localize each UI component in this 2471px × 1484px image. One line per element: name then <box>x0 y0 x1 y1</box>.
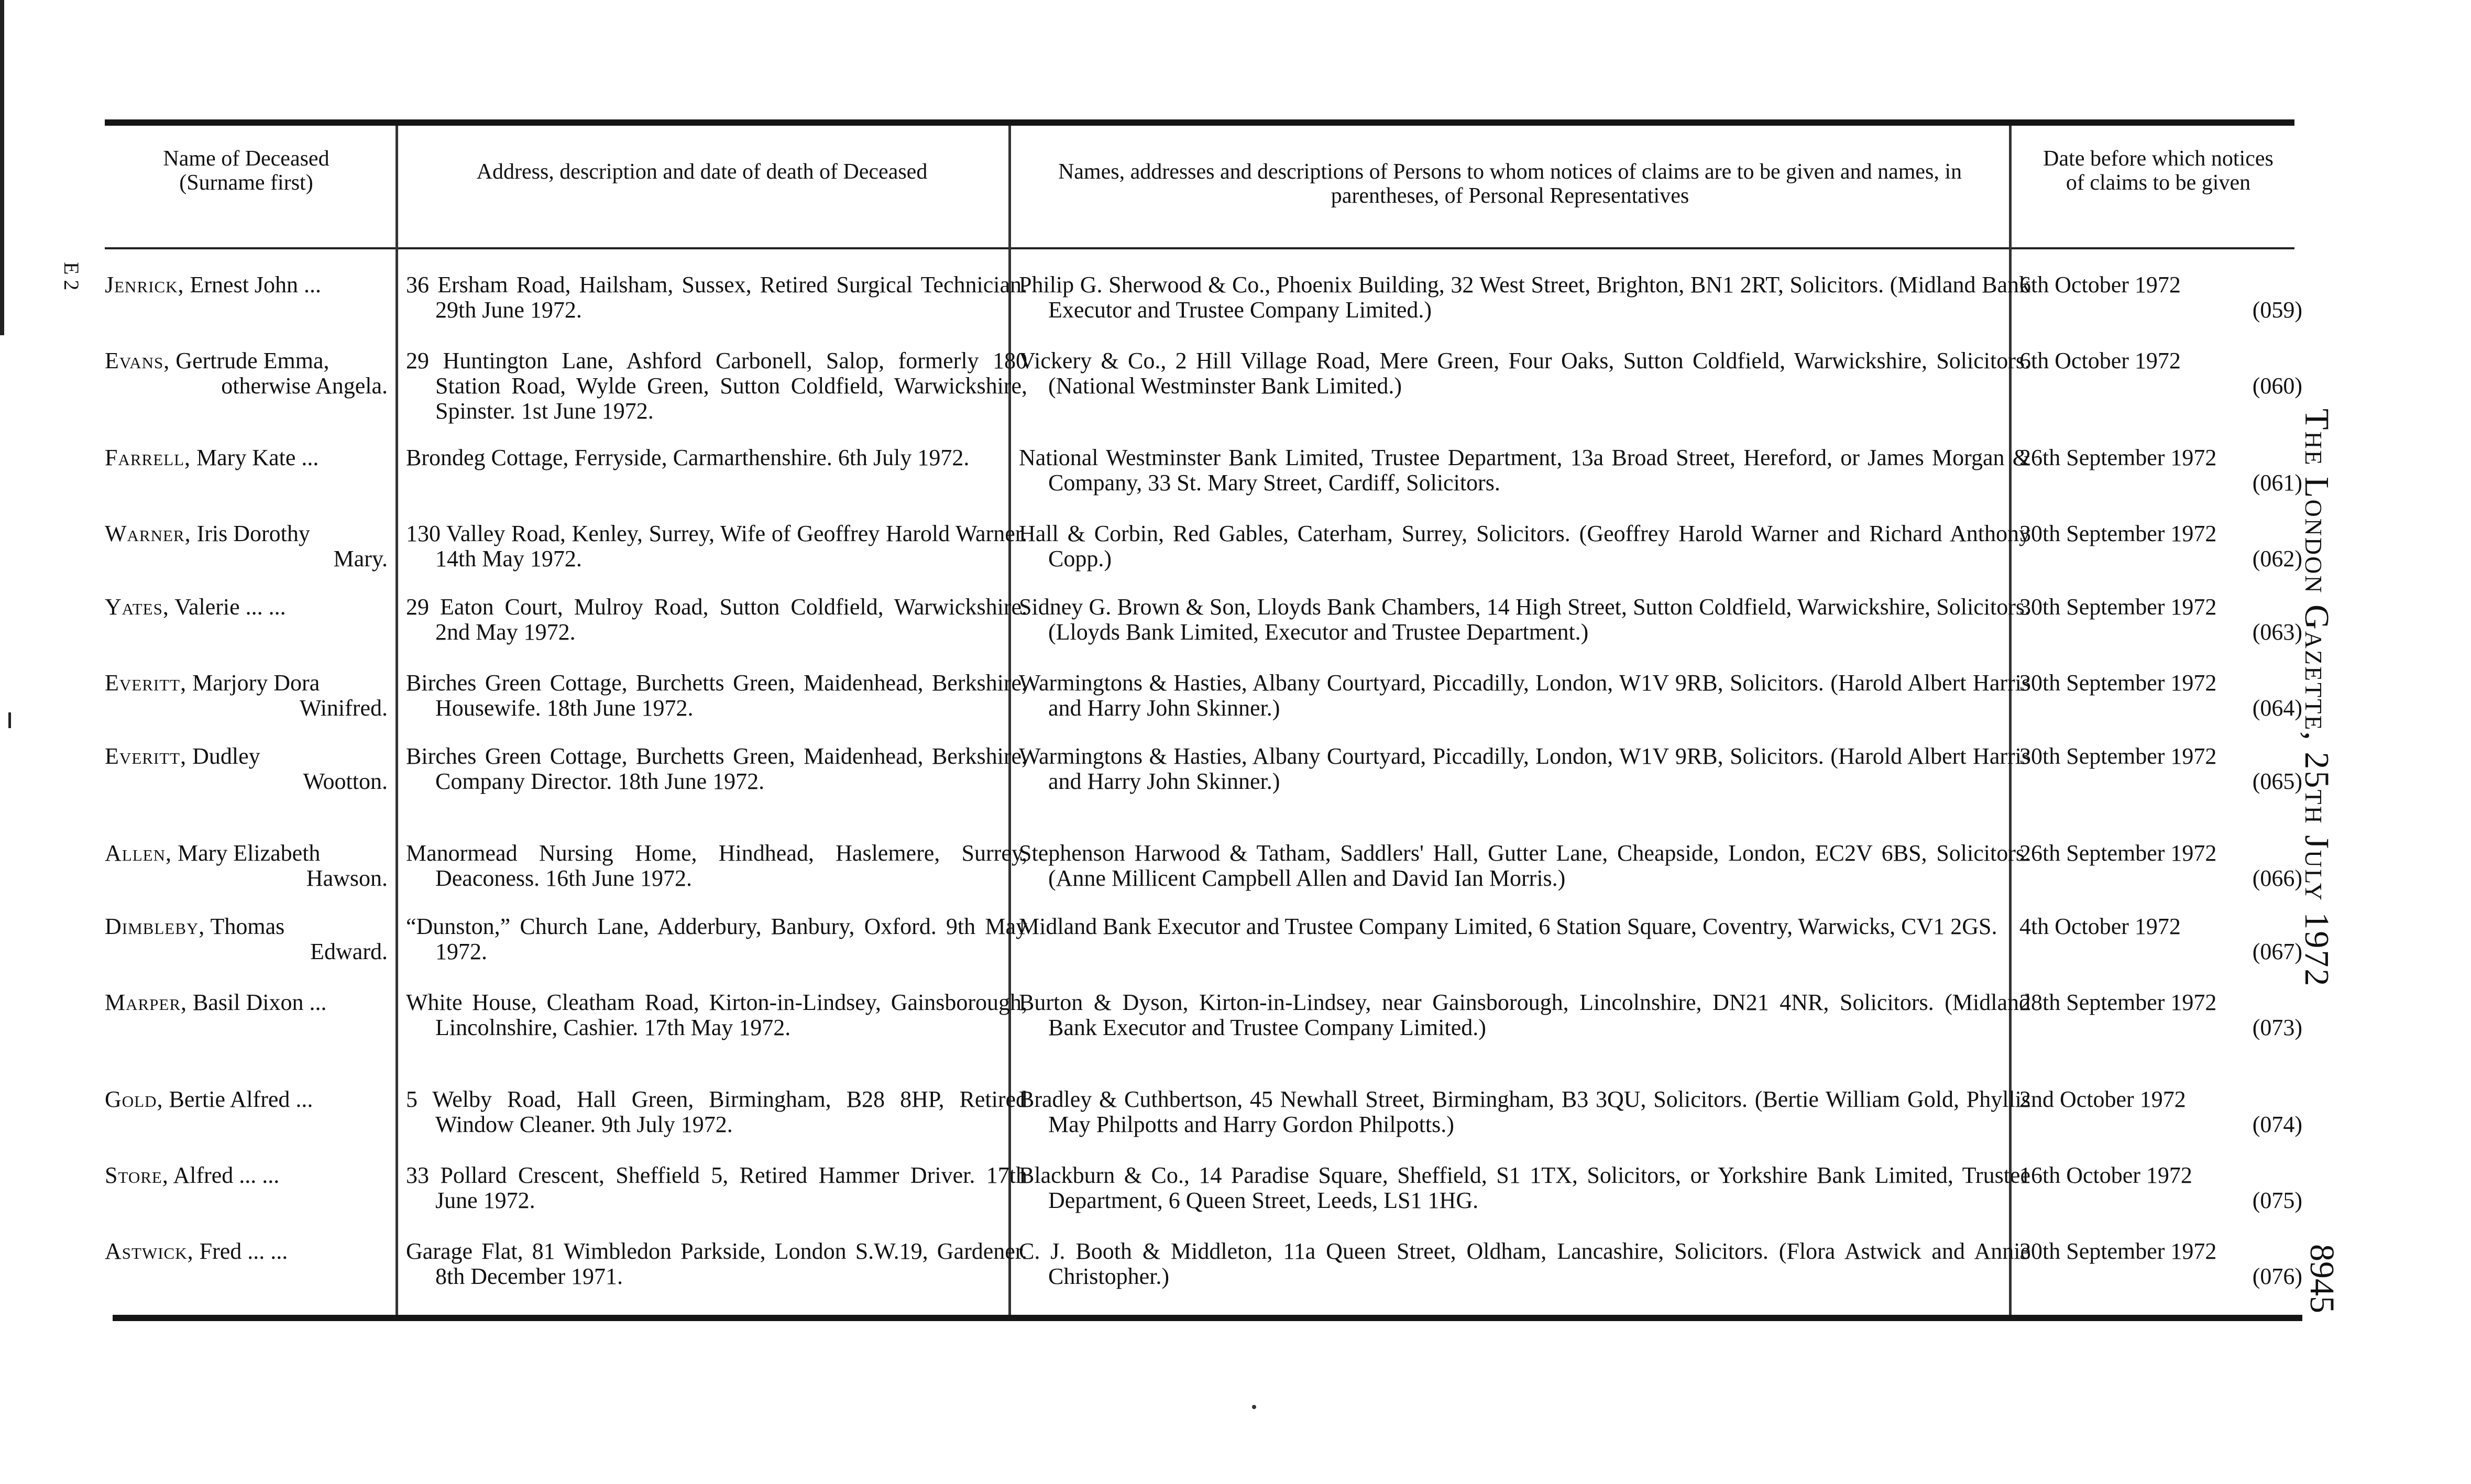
address-cell: Brondeg Cottage, Ferryside, Carmarthenshire. 6th July 1972. <box>406 445 970 470</box>
claim-date-cell <box>2019 990 2302 1040</box>
claim-date-cell <box>2019 445 2302 496</box>
address-cell: Birches Green Cottage, Burchetts Green, Maidenhead, Berkshire, Company Director. 18th June 1972. <box>406 743 1027 794</box>
deceased-forenames: Dudley <box>192 743 260 769</box>
solicitors-cell: Warmingtons & Hasties, Albany Courtyard, Piccadilly, London, W1V 9RB, Solicitors. (Harold Albert Harris and Harry John Skinner.) <box>1019 743 2030 794</box>
solicitors-cell: Sidney G. Brown & Son, Lloyds Bank Chambers, 14 High Street, Sutton Coldfield, Warwickshire, Solicitors. (Lloyds Bank Limited, Executor and Trustee Department.) <box>1019 594 2030 645</box>
claim-date: 30th September 1972 <box>2019 521 2217 546</box>
address-cell: Manormead Nursing Home, Hindhead, Haslemere, Surrey, Deaconess. 16th June 1972. <box>406 840 1027 891</box>
claim-date-cell <box>2019 841 2302 891</box>
deceased-forenames: Alfred ... ... <box>173 1162 280 1188</box>
page-tag: E 2 <box>60 262 83 291</box>
address-cell: “Dunston,” Church Lane, Adderbury, Banbury, Oxford. 9th May 1972. <box>406 914 1027 964</box>
deceased-forenames: Gertrude Emma, <box>175 348 330 373</box>
deceased-surname: Everitt, <box>105 743 187 769</box>
deceased-name-cell <box>105 914 388 964</box>
notice-reference: (064) <box>2252 695 2302 721</box>
header-date: Date before which notices of claims to be given <box>2043 147 2274 195</box>
address-cell: 130 Valley Road, Kenley, Surrey, Wife of Geoffrey Harold Warner. 14th May 1972. <box>406 521 1027 571</box>
claim-date-cell <box>2019 595 2302 645</box>
deceased-forenames: Basil Dixon ... <box>193 990 327 1015</box>
deceased-name-cell <box>105 990 388 1015</box>
header-name: Name of Deceased (Surname first) <box>163 147 330 195</box>
address-cell: 29 Huntington Lane, Ashford Carbonell, Salop, formerly 180 Station Road, Wylde Green, Sutton Coldfield, Warwickshire, Spinster. 1st June 1972. <box>406 348 1027 424</box>
deceased-forenames: Ernest John ... <box>190 272 322 298</box>
notice-reference: (075) <box>2252 1188 2302 1213</box>
solicitors-cell: Blackburn & Co., 14 Paradise Square, Sheffield, S1 1TX, Solicitors, or Yorkshire Bank Limited, Trustee Department, 6 Queen Street, Leeds, LS1 1HG. <box>1019 1162 2030 1213</box>
deceased-name-cell <box>105 348 388 399</box>
claim-date: 26th September 1972 <box>2019 445 2217 470</box>
deceased-forenames: Thomas <box>210 914 285 939</box>
claim-date: 2nd October 1972 <box>2019 1086 2186 1112</box>
deceased-surname: Marper, <box>105 990 188 1015</box>
top-rule <box>105 119 2294 126</box>
deceased-name-cell <box>105 1163 388 1188</box>
deceased-forenames-continued: Wootton. <box>303 768 388 794</box>
notice-reference: (076) <box>2252 1263 2302 1289</box>
claim-date: 6th October 1972 <box>2019 348 2181 373</box>
claim-date-cell <box>2019 521 2302 571</box>
deceased-forenames: Marjory Dora <box>192 670 320 696</box>
header-solicitors: Names, addresses and descriptions of Persons to whom notices of claims are to be given and names, in parentheses, of Personal Representatives <box>1058 160 1962 208</box>
solicitors-cell: Philip G. Sherwood & Co., Phoenix Building, 32 West Street, Brighton, BN1 2RT, Solicitors. (Midland Bank Executor and Trustee Company Limited.) <box>1019 272 2030 323</box>
solicitors-cell: Stephenson Harwood & Tatham, Saddlers' Hall, Gutter Lane, Cheapside, London, EC2V 6BS, Solicitors. (Anne Millicent Campbell Allen and David Ian Morris.) <box>1019 840 2030 891</box>
deceased-forenames: Mary Elizabeth <box>177 840 321 866</box>
address-cell: 36 Ersham Road, Hailsham, Sussex, Retired Surgical Technician. 29th June 1972. <box>406 272 1027 323</box>
claim-date: 26th September 1972 <box>2019 840 2217 866</box>
claim-date: 6th October 1972 <box>2019 272 2181 298</box>
header-address: Address, description and date of death of Deceased <box>476 160 928 184</box>
claim-date: 30th September 1972 <box>2019 670 2217 696</box>
notice-reference: (059) <box>2252 297 2302 323</box>
solicitors-cell: National Westminster Bank Limited, Trustee Department, 13a Broad Street, Hereford, or James Morgan & Company, 33 St. Mary Street, Cardiff, Solicitors. <box>1019 445 2030 496</box>
claim-date-cell <box>2019 272 2302 323</box>
address-cell: 33 Pollard Crescent, Sheffield 5, Retired Hammer Driver. 17th June 1972. <box>406 1162 1027 1213</box>
deceased-surname: Jenrick, <box>105 272 184 298</box>
address-cell: 5 Welby Road, Hall Green, Birmingham, B28 8HP, Retired Window Cleaner. 9th July 1972. <box>406 1086 1027 1137</box>
bottom-rule <box>113 1315 2302 1321</box>
margin-tick <box>8 712 11 728</box>
address-cell: White House, Cleatham Road, Kirton-in-Lindsey, Gainsborough, Lincolnshire, Cashier. 17th May 1972. <box>406 990 1027 1040</box>
claim-date: 16th October 1972 <box>2019 1162 2192 1188</box>
deceased-name-cell <box>105 445 388 470</box>
deceased-forenames: Iris Dorothy <box>196 521 310 546</box>
notice-reference: (074) <box>2252 1112 2302 1137</box>
column-divider-1 <box>396 126 398 1315</box>
claim-date: 30th September 1972 <box>2019 1238 2217 1264</box>
deceased-surname: Dimbleby, <box>105 914 205 939</box>
claim-date: 4th October 1972 <box>2019 914 2181 939</box>
address-cell: 29 Eaton Court, Mulroy Road, Sutton Coldfield, Warwickshire. 2nd May 1972. <box>406 594 1027 645</box>
notice-reference: (073) <box>2252 1015 2302 1040</box>
notice-reference: (067) <box>2252 939 2302 964</box>
claim-date-cell <box>2019 914 2302 964</box>
deceased-forenames-continued: Hawson. <box>306 865 388 891</box>
deceased-forenames: Valerie ... ... <box>174 594 286 620</box>
claim-date: 28th September 1972 <box>2019 990 2217 1015</box>
notice-reference: (062) <box>2252 546 2302 571</box>
notice-reference: (060) <box>2252 373 2302 399</box>
solicitors-cell: Burton & Dyson, Kirton-in-Lindsey, near Gainsborough, Lincolnshire, DN21 4NR, Solicitors. (Midland Bank Executor and Trustee Company Limited.) <box>1019 990 2030 1040</box>
deceased-surname: Yates, <box>105 594 169 620</box>
claim-date: 30th September 1972 <box>2019 594 2217 620</box>
deceased-surname: Allen, <box>105 840 172 866</box>
deceased-surname: Everitt, <box>105 670 187 696</box>
deceased-name-cell <box>105 841 388 891</box>
deceased-forenames: Fred ... ... <box>199 1238 288 1264</box>
claim-date-cell <box>2019 1239 2302 1289</box>
deceased-surname: Store, <box>105 1162 169 1188</box>
deceased-forenames-continued: otherwise Angela. <box>221 373 388 399</box>
solicitors-cell: Warmingtons & Hasties, Albany Courtyard, Piccadilly, London, W1V 9RB, Solicitors. (Harold Albert Harris and Harry John Skinner.) <box>1019 670 2030 721</box>
solicitors-cell: Bradley & Cuthbertson, 45 Newhall Street, Birmingham, B3 3QU, Solicitors. (Bertie William Gold, Phyllis May Philpotts and Harry Gordon Philpotts.) <box>1019 1086 2030 1137</box>
print-speck <box>1252 1405 1256 1409</box>
claim-date: 30th September 1972 <box>2019 743 2217 769</box>
deceased-name-cell <box>105 1087 388 1112</box>
notice-reference: (063) <box>2252 619 2302 645</box>
claim-date-cell <box>2019 744 2302 794</box>
claim-date-cell <box>2019 670 2302 721</box>
binding-edge-mark <box>0 0 4 335</box>
deceased-forenames-continued: Edward. <box>310 939 388 964</box>
header-rule <box>105 247 2294 249</box>
claim-date-cell <box>2019 1087 2302 1137</box>
deceased-forenames-continued: Mary. <box>333 546 388 571</box>
deceased-forenames-continued: Winifred. <box>299 695 388 721</box>
solicitors-cell: Hall & Corbin, Red Gables, Caterham, Surrey, Solicitors. (Geoffrey Harold Warner and Richard Anthony Copp.) <box>1019 521 2030 571</box>
deceased-name-cell <box>105 272 388 298</box>
deceased-name-cell <box>105 521 388 571</box>
notice-reference: (066) <box>2252 865 2302 891</box>
address-cell: Garage Flat, 81 Wimbledon Parkside, London S.W.19, Gardener. 8th December 1971. <box>406 1238 1027 1289</box>
deceased-name-cell <box>105 1239 388 1264</box>
solicitors-cell: C. J. Booth & Middleton, 11a Queen Street, Oldham, Lancashire, Solicitors. (Flora Astwick and Annie Christopher.) <box>1019 1238 2030 1289</box>
gazette-title: The London Gazette, 25th July 1972 <box>2298 409 2336 988</box>
solicitors-cell: Vickery & Co., 2 Hill Village Road, Mere Green, Four Oaks, Sutton Coldfield, Warwickshire, Solicitors. (National Westminster Bank Limited.) <box>1019 348 2030 399</box>
address-cell: Birches Green Cottage, Burchetts Green, Maidenhead, Berkshire, Housewife. 18th June 1972. <box>406 670 1027 721</box>
deceased-name-cell <box>105 670 388 721</box>
deceased-surname: Astwick, <box>105 1238 194 1264</box>
deceased-surname: Farrell, <box>105 445 191 470</box>
deceased-surname: Gold, <box>105 1086 163 1112</box>
solicitors-cell: Midland Bank Executor and Trustee Company Limited, 6 Station Square, Coventry, Warwicks, CV1 2GS. <box>1019 914 1997 939</box>
page-number: 8945 <box>2303 1244 2341 1313</box>
deceased-name-cell <box>105 595 388 620</box>
claim-date-cell <box>2019 1163 2302 1213</box>
claim-date-cell <box>2019 348 2302 399</box>
deceased-name-cell <box>105 744 388 794</box>
deceased-forenames: Mary Kate ... <box>196 445 319 470</box>
deceased-surname: Warner, <box>105 521 191 546</box>
notice-reference: (061) <box>2252 470 2302 496</box>
notice-reference: (065) <box>2252 768 2302 794</box>
deceased-forenames: Bertie Alfred ... <box>169 1086 313 1112</box>
deceased-surname: Evans, <box>105 348 170 373</box>
